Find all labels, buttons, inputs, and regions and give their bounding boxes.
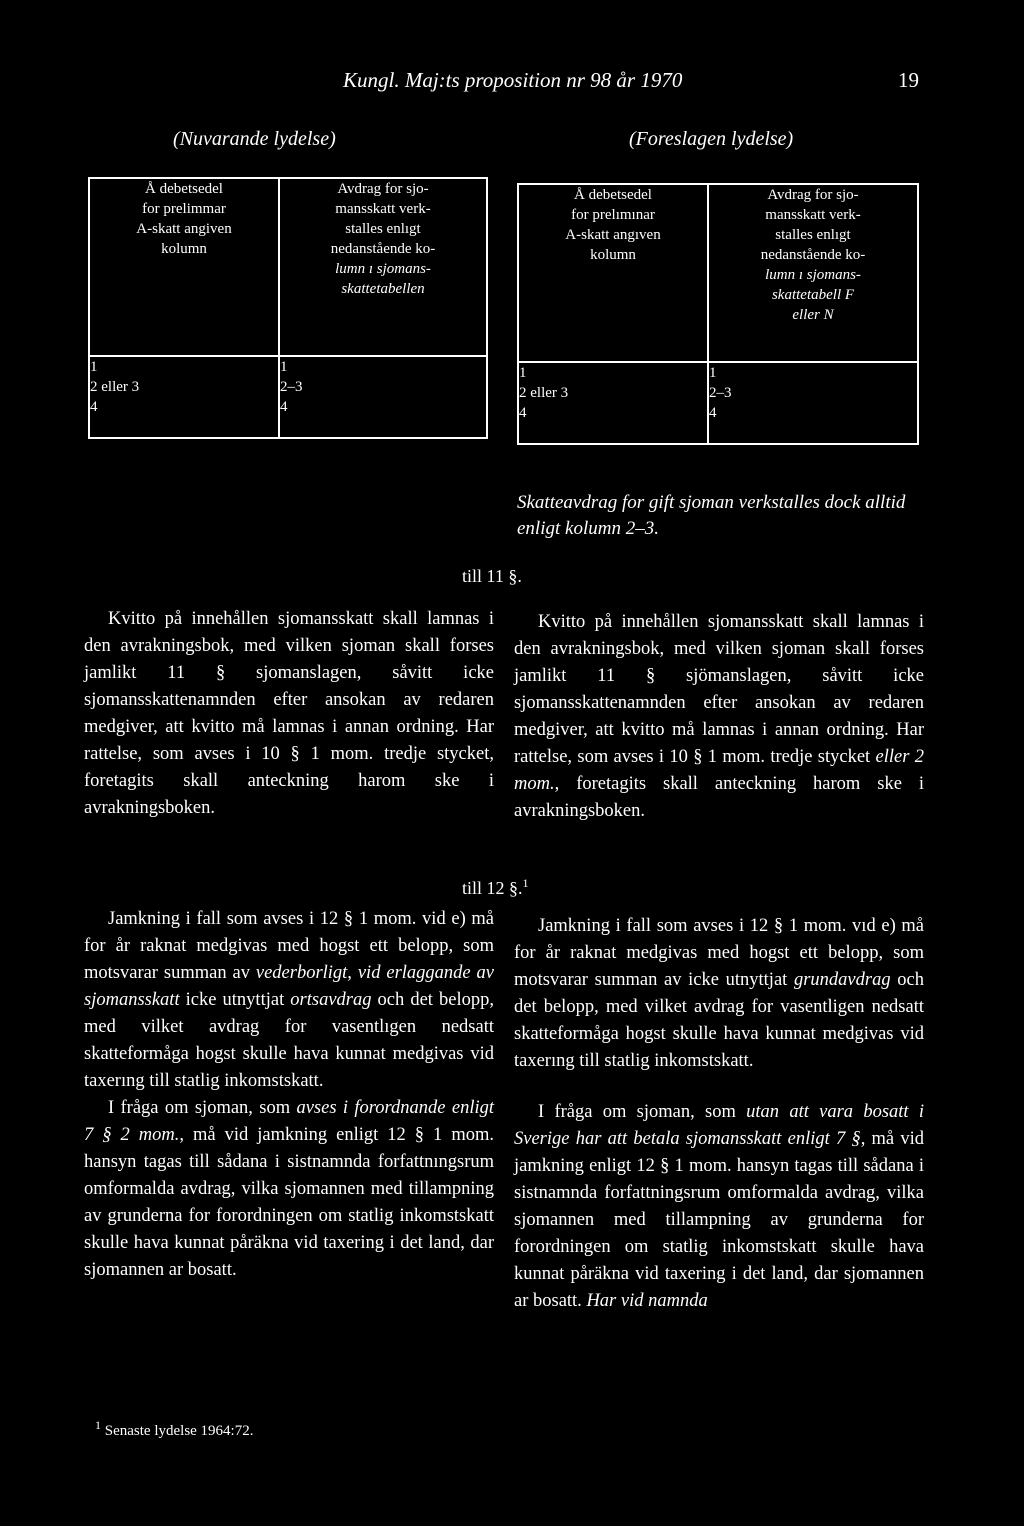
row-value: 2 eller 3	[90, 379, 140, 395]
row-value: 4	[709, 405, 717, 421]
head-line: A-skatt angiven	[136, 221, 232, 237]
text-run: Jamkning i fall som avses i 12 § 1 mom. vıd e) må for år raknat medgivas med hogst ett belopp, som motsvarar summan av icke utnyttjat	[514, 916, 924, 990]
right-12-p1	[514, 913, 924, 1075]
left-column-heading: (Nuvarande lydelse)	[173, 128, 336, 150]
italic-run: grundavdrag	[793, 970, 891, 990]
right-table	[517, 183, 919, 445]
text-run: och det belopp, med vilket avdrag for vasentligen nedsatt skatteformåga hogst skulle hava kunnat medgivas vid taxerıng till statlig inkomstskatt.	[514, 970, 924, 1071]
left-table-head-col1	[89, 178, 279, 356]
right-column-heading: (Foreslagen lydelse)	[629, 128, 794, 150]
footnote-reference: 1	[522, 876, 529, 890]
head-line: A-skatt angıven	[565, 227, 661, 243]
head-line: lumn ı sjomans-	[335, 261, 431, 277]
head-line: skattetabellen	[341, 281, 425, 297]
right-paragraphs-12	[514, 913, 924, 1315]
italic-run: avses i forordnande enligt 7 § 2 mom.	[84, 1098, 494, 1145]
italic-run: utan att vara bosatt i Sverige har att betala sjomansskatt enligt 7 §	[514, 1102, 924, 1149]
right-table-head-col2	[708, 184, 918, 362]
running-header-title: Kungl. Maj:ts proposition nr 98 år 1970	[343, 68, 683, 92]
footnote	[95, 1418, 253, 1440]
text-run: , må vid jamkning enligt 12 § 1 mom. hansyn tagas till sådana i sistnamnda forfattnıngsrum omformalda avdrag, vilka sjomannen med tillampning av grunderna for forordningen om statlig inkomstskatt skulle hava kunnat påräkna vid taxering i det land, dar sjomannen ar bosatt.	[84, 1125, 494, 1280]
page-number: 19	[898, 68, 919, 92]
left-table-head-col2	[279, 178, 487, 356]
text-run: I fråga om sjoman, som	[538, 1102, 747, 1122]
right-table-note: Skatteavdrag for gift sjoman verkstalles dock alltid enligt kolumn 2–3.	[517, 492, 906, 539]
head-line: nedanstående ko-	[760, 247, 866, 263]
left-table-rows-col1	[89, 356, 279, 438]
row-value: 1	[90, 359, 98, 375]
head-line: eller N	[792, 307, 834, 323]
section-heading-12	[462, 876, 529, 899]
head-line: kolumn	[590, 247, 636, 263]
left-table-rows-col2	[279, 356, 487, 438]
row-value: 1	[280, 359, 288, 375]
right-11-part1: Kvitto på innehållen sjomansskatt skall lamnas i den avrakningsbok, med vilken sjoman skall forses jamlikt 11 § sjömanslagen, såvitt icke sjomansskattenamnden efter ansokan av redaren medgiver, att kvitto må lamnas i annan ordning. Har rattelse, som avses i 10 § 1 mom. tredje stycket	[514, 612, 924, 767]
right-11-part2: , foretagits skall anteckning harom ske i avrakningsboken.	[514, 774, 924, 821]
row-value: 1	[519, 365, 527, 381]
left-paragraphs-12	[84, 906, 494, 1284]
text-run: , må vid jamkning enligt 12 § 1 mom. hansyn tagas till sådana i sistnamnda forfattningsrum omformalda avdrag, vilka sjomannen med tillampning av grunderna for forordningen om statlig inkomstskatt skulle hava kunnat påräkna vid taxering i det land, dar sjomannen ar bosatt.	[514, 1129, 924, 1311]
right-table-rows-col2	[708, 362, 918, 444]
head-line: mansskatt verk-	[335, 201, 431, 217]
right-11-text	[514, 609, 924, 825]
text-run: och det belopp, med vilket avdrag for vasentlıgen nedsatt skatteformåga hogst skulle hava kunnat medgivas vid taxerıng till statlig inkomstskatt.	[84, 990, 494, 1091]
right-table-rows-col1	[518, 362, 708, 444]
italic-run: vederborligt, vid erlaggande av sjomansskatt	[84, 963, 494, 1010]
head-line: Avdrag for sjo-	[767, 187, 859, 203]
row-value: 2–3	[709, 385, 732, 401]
head-line: skattetabell F	[771, 287, 855, 303]
left-11-text: Kvitto på innehållen sjomansskatt skall lamnas i den avrakningsbok, med vilken sjoman skall forses jamlikt 11 § sjomanslagen, såvitt icke sjomansskattenamnden efter ansokan av redaren medgiver, att kvitto må lamnas i annan ordning. Har rattelse, som avses i 10 § 1 mom. tredje stycket, foretagits skall anteckning harom ske i avrakningsboken.	[84, 609, 494, 818]
head-line: nedanstående ko-	[330, 241, 436, 257]
row-value: 4	[90, 399, 98, 415]
italic-run: Har vid namnda	[586, 1291, 708, 1311]
footnote-marker: 1	[95, 1418, 101, 1432]
footnote-text: Senaste lydelse 1964:72.	[104, 1423, 254, 1439]
head-line: for prelimmar	[142, 201, 226, 217]
head-line: kolumn	[161, 241, 207, 257]
head-line: for prelımınar	[571, 207, 655, 223]
right-paragraph-11	[514, 609, 924, 825]
head-line: lumn ı sjomans-	[765, 267, 861, 283]
right-12-p2	[514, 1099, 924, 1315]
section-12-text: till 12 §.	[462, 878, 523, 898]
head-line: Avdrag for sjo-	[337, 181, 429, 197]
italic-run: ortsavdrag	[290, 990, 372, 1010]
text-run: icke utnyttjat	[179, 990, 291, 1010]
row-value: 2–3	[280, 379, 303, 395]
section-heading-11: till 11 §.	[462, 566, 522, 586]
row-value: 2 eller 3	[519, 385, 569, 401]
row-value: 4	[519, 405, 527, 421]
left-paragraph-11	[84, 606, 494, 822]
head-line: mansskatt verk-	[765, 207, 861, 223]
row-value: 1	[709, 365, 717, 381]
right-11-italic: eller 2 mom.	[514, 747, 924, 794]
head-line: stalles enlıgt	[345, 221, 421, 237]
left-12-p2	[84, 1095, 494, 1284]
left-12-p1	[84, 906, 494, 1095]
head-line: Å debetsedel	[145, 181, 223, 197]
head-line: Å debetsedel	[574, 187, 652, 203]
text-run: Jamkning i fall som avses i 12 § 1 mom. vid e) må for år raknat medgivas med hogst ett belopp, som motsvarar summan av	[84, 909, 494, 983]
left-table	[88, 177, 488, 439]
row-value: 4	[280, 399, 288, 415]
right-table-head-col1	[518, 184, 708, 362]
head-line: stalles enlıgt	[775, 227, 851, 243]
text-run: I fråga om sjoman, som	[108, 1098, 297, 1118]
